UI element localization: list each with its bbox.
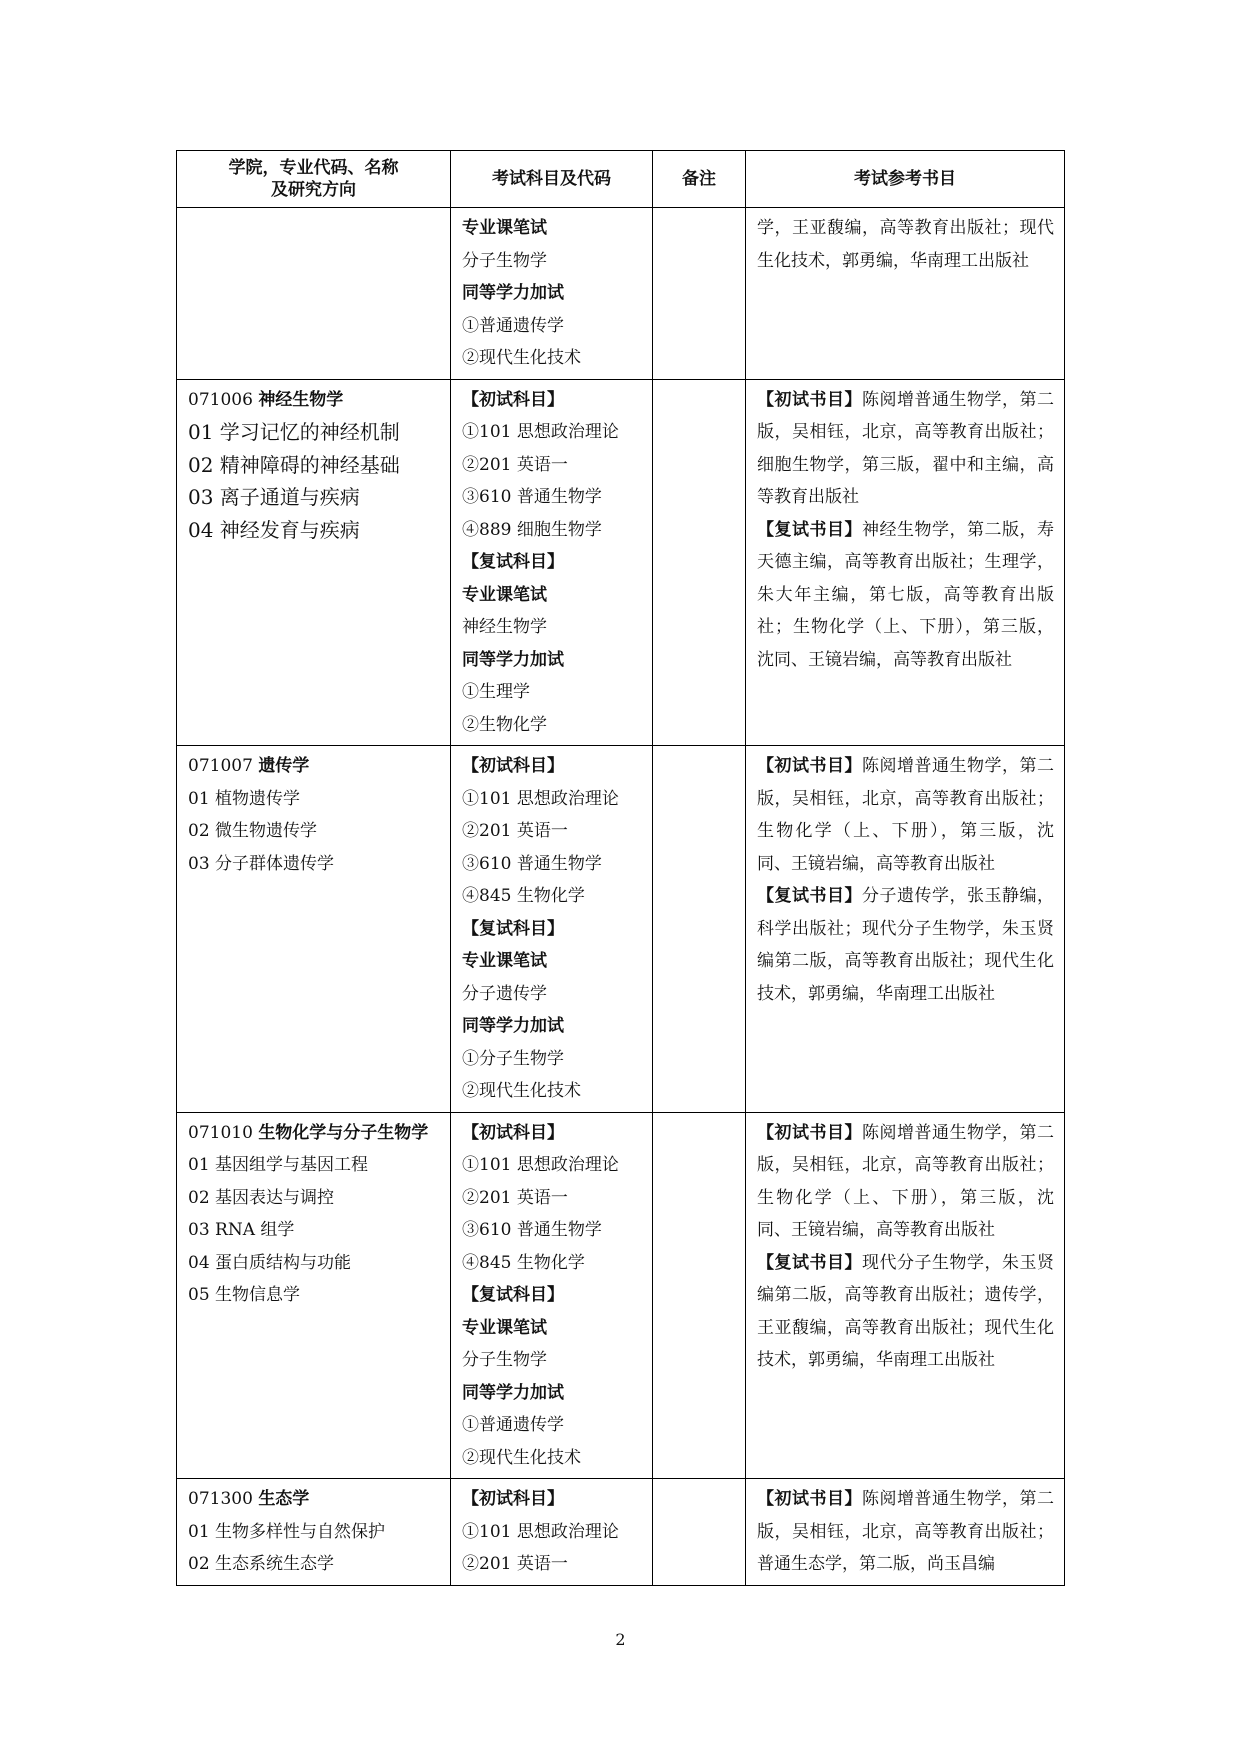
subject-item: ①生理学 [462,682,530,702]
subject-item: ③610 普通生物学 [462,853,602,874]
major-title [188,384,440,417]
subject-item: 分子生物学 [462,1350,547,1370]
subject-item: ②现代生化技术 [462,348,581,368]
research-direction: 01 生物多样性与自然保护 [188,1521,386,1542]
research-direction: 02 生态系统生态学 [188,1554,335,1574]
subjects-cell [451,379,653,746]
research-direction: 01 学习记忆的神经机制 [188,420,400,444]
subject-heading: 专业课笔试 [462,1317,547,1338]
subject-item: ②201 英语一 [462,1187,568,1208]
subject-item: ①101 思想政治理论 [462,1521,619,1542]
reference-label: 【初试书目】 [757,756,862,776]
table-row [177,1479,1065,1586]
subject-heading: 【复试科目】 [462,1285,564,1305]
research-direction: 03 RNA 组学 [188,1220,295,1240]
reference-text: 陈阅增普通生物学，第二版，吴相钰，北京，高等教育出版社；生物化学（上、下册），第三版，沈同、王镜岩编，高等教育出版社 [757,756,1054,874]
reference-block [757,880,1054,1010]
reference-block [757,1247,1054,1377]
reference-text: 学，王亚馥编，高等教育出版社；现代生化技术，郭勇编，华南理工出版社 [757,218,1054,271]
references-cell [746,379,1065,746]
reference-text: 神经生物学，第二版，寿天德主编，高等教育出版社；生理学，朱大年主编，第七版，高等教育出版社；生物化学（上、下册），第三版，沈同、王镜岩编，高等教育出版社 [757,519,1054,670]
subject-heading: 【初试科目】 [462,1489,564,1509]
reference-text: 分子遗传学，张玉静编，科学出版社；现代分子生物学，朱玉贤编第二版，高等教育出版社；现代生化技术，郭勇编，华南理工出版社 [757,886,1054,1004]
subject-item: ②现代生化技术 [462,1447,581,1468]
reference-text: 陈阅增普通生物学，第二版，吴相钰，北京，高等教育出版社；普通生态学，第二版，尚玉昌编 [757,1489,1054,1574]
exam-subjects-table [176,150,1065,1586]
references-cell [746,1112,1065,1479]
research-direction: 05 生物信息学 [188,1285,301,1305]
reference-label: 【初试书目】 [757,389,862,410]
reference-block [757,212,1054,277]
subject-item: ③610 普通生物学 [462,487,602,507]
major-name: 生物化学与分子生物学 [258,1122,429,1143]
reference-label: 【复试书目】 [757,886,862,906]
reference-block [757,1483,1054,1581]
research-direction: 02 精神障碍的神经基础 [188,452,400,477]
subjects-cell [451,746,653,1113]
reference-label: 【初试书目】 [757,1122,862,1143]
remark-cell [653,379,746,746]
subject-item: ④845 生物化学 [462,1252,585,1273]
subject-heading: 专业课笔试 [462,218,547,238]
reference-label: 【复试书目】 [757,519,862,540]
major-cell [177,379,451,746]
reference-block [757,514,1054,677]
major-code: 071010 [188,1122,253,1143]
subject-item: ②生物化学 [462,714,547,735]
subject-item: ①101 思想政治理论 [462,1155,619,1175]
major-name: 生态学 [258,1489,310,1509]
research-direction: 01 植物遗传学 [188,788,301,809]
major-cell [177,208,451,380]
subject-heading: 同等学力加试 [462,1016,564,1036]
major-title [188,1483,440,1516]
research-direction: 04 蛋白质结构与功能 [188,1252,352,1273]
subject-heading: 【初试科目】 [462,1122,564,1143]
major-name: 神经生物学 [258,389,344,410]
reference-text: 现代分子生物学，朱玉贤编第二版，高等教育出版社；遗传学，王亚馥编，高等教育出版社；现代生化技术，郭勇编，华南理工出版社 [757,1252,1054,1370]
research-direction: 04 神经发育与疾病 [188,517,360,542]
subject-heading: 【初试科目】 [462,756,564,776]
references-cell [746,208,1065,380]
subjects-cell [451,1112,653,1479]
subject-heading: 同等学力加试 [462,649,564,670]
subject-item: ①分子生物学 [462,1048,564,1069]
research-direction: 03 离子通道与疾病 [188,485,360,509]
subject-item: 分子遗传学 [462,983,547,1004]
subject-heading: 专业课笔试 [462,584,547,605]
subject-item: ①普通遗传学 [462,1415,564,1435]
subject-item: 分子生物学 [462,250,547,271]
subject-heading: 【复试科目】 [462,918,564,939]
table-row [177,208,1065,380]
reference-block [757,750,1054,880]
remark-cell [653,1479,746,1586]
references-cell [746,1479,1065,1586]
major-code: 071006 [188,389,253,410]
subject-item: ②现代生化技术 [462,1081,581,1101]
major-cell [177,1112,451,1479]
research-direction: 02 微生物遗传学 [188,821,318,841]
subject-heading: 【复试科目】 [462,552,564,572]
page-number: 2 [615,1630,626,1649]
research-direction: 02 基因表达与调控 [188,1187,335,1208]
major-name: 遗传学 [258,756,310,776]
research-direction: 01 基因组学与基因工程 [188,1155,369,1175]
subject-heading: 同等学力加试 [462,283,564,303]
subject-item: ④889 细胞生物学 [462,519,602,540]
major-cell [177,746,451,1113]
header-remark: 备注 [653,151,746,208]
subject-item: ①101 思想政治理论 [462,422,619,442]
table-row [177,1112,1065,1479]
header-references: 考试参考书目 [746,151,1065,208]
subject-item: ③610 普通生物学 [462,1220,602,1240]
major-code: 071007 [188,756,253,776]
subject-item: ②201 英语一 [462,821,568,841]
subjects-cell [451,1479,653,1586]
table-row [177,379,1065,746]
reference-block [757,384,1054,514]
table-header-row [177,151,1065,208]
subject-item: 神经生物学 [462,617,547,637]
reference-block [757,1117,1054,1247]
subject-heading: 专业课笔试 [462,951,547,971]
subject-item: ②201 英语一 [462,454,568,475]
table-row [177,746,1065,1113]
subject-heading: 【初试科目】 [462,389,564,410]
subject-item: ①普通遗传学 [462,315,564,336]
subject-item: ①101 思想政治理论 [462,788,619,809]
major-code: 071300 [188,1489,253,1509]
table-body [177,208,1065,1586]
subjects-cell [451,208,653,380]
major-title [188,1117,440,1150]
remark-cell [653,1112,746,1479]
remark-cell [653,746,746,1113]
major-title [188,750,440,783]
reference-label: 【初试书目】 [757,1489,862,1509]
reference-text: 陈阅增普通生物学，第二版，吴相钰，北京，高等教育出版社；细胞生物学，第三版，翟中和主编，高等教育出版社 [757,389,1054,507]
major-cell [177,1479,451,1586]
subject-item: ②201 英语一 [462,1554,568,1574]
subject-item: ④845 生物化学 [462,886,585,906]
remark-cell [653,208,746,380]
header-subjects: 考试科目及代码 [451,151,653,208]
reference-text: 陈阅增普通生物学，第二版，吴相钰，北京，高等教育出版社；生物化学（上、下册），第三版，沈同、王镜岩编，高等教育出版社 [757,1122,1054,1240]
subject-heading: 同等学力加试 [462,1382,564,1403]
header-major: 学院，专业代码、名称 及研究方向 [177,151,451,208]
references-cell [746,746,1065,1113]
research-direction: 03 分子群体遗传学 [188,853,335,874]
reference-label: 【复试书目】 [757,1252,862,1273]
